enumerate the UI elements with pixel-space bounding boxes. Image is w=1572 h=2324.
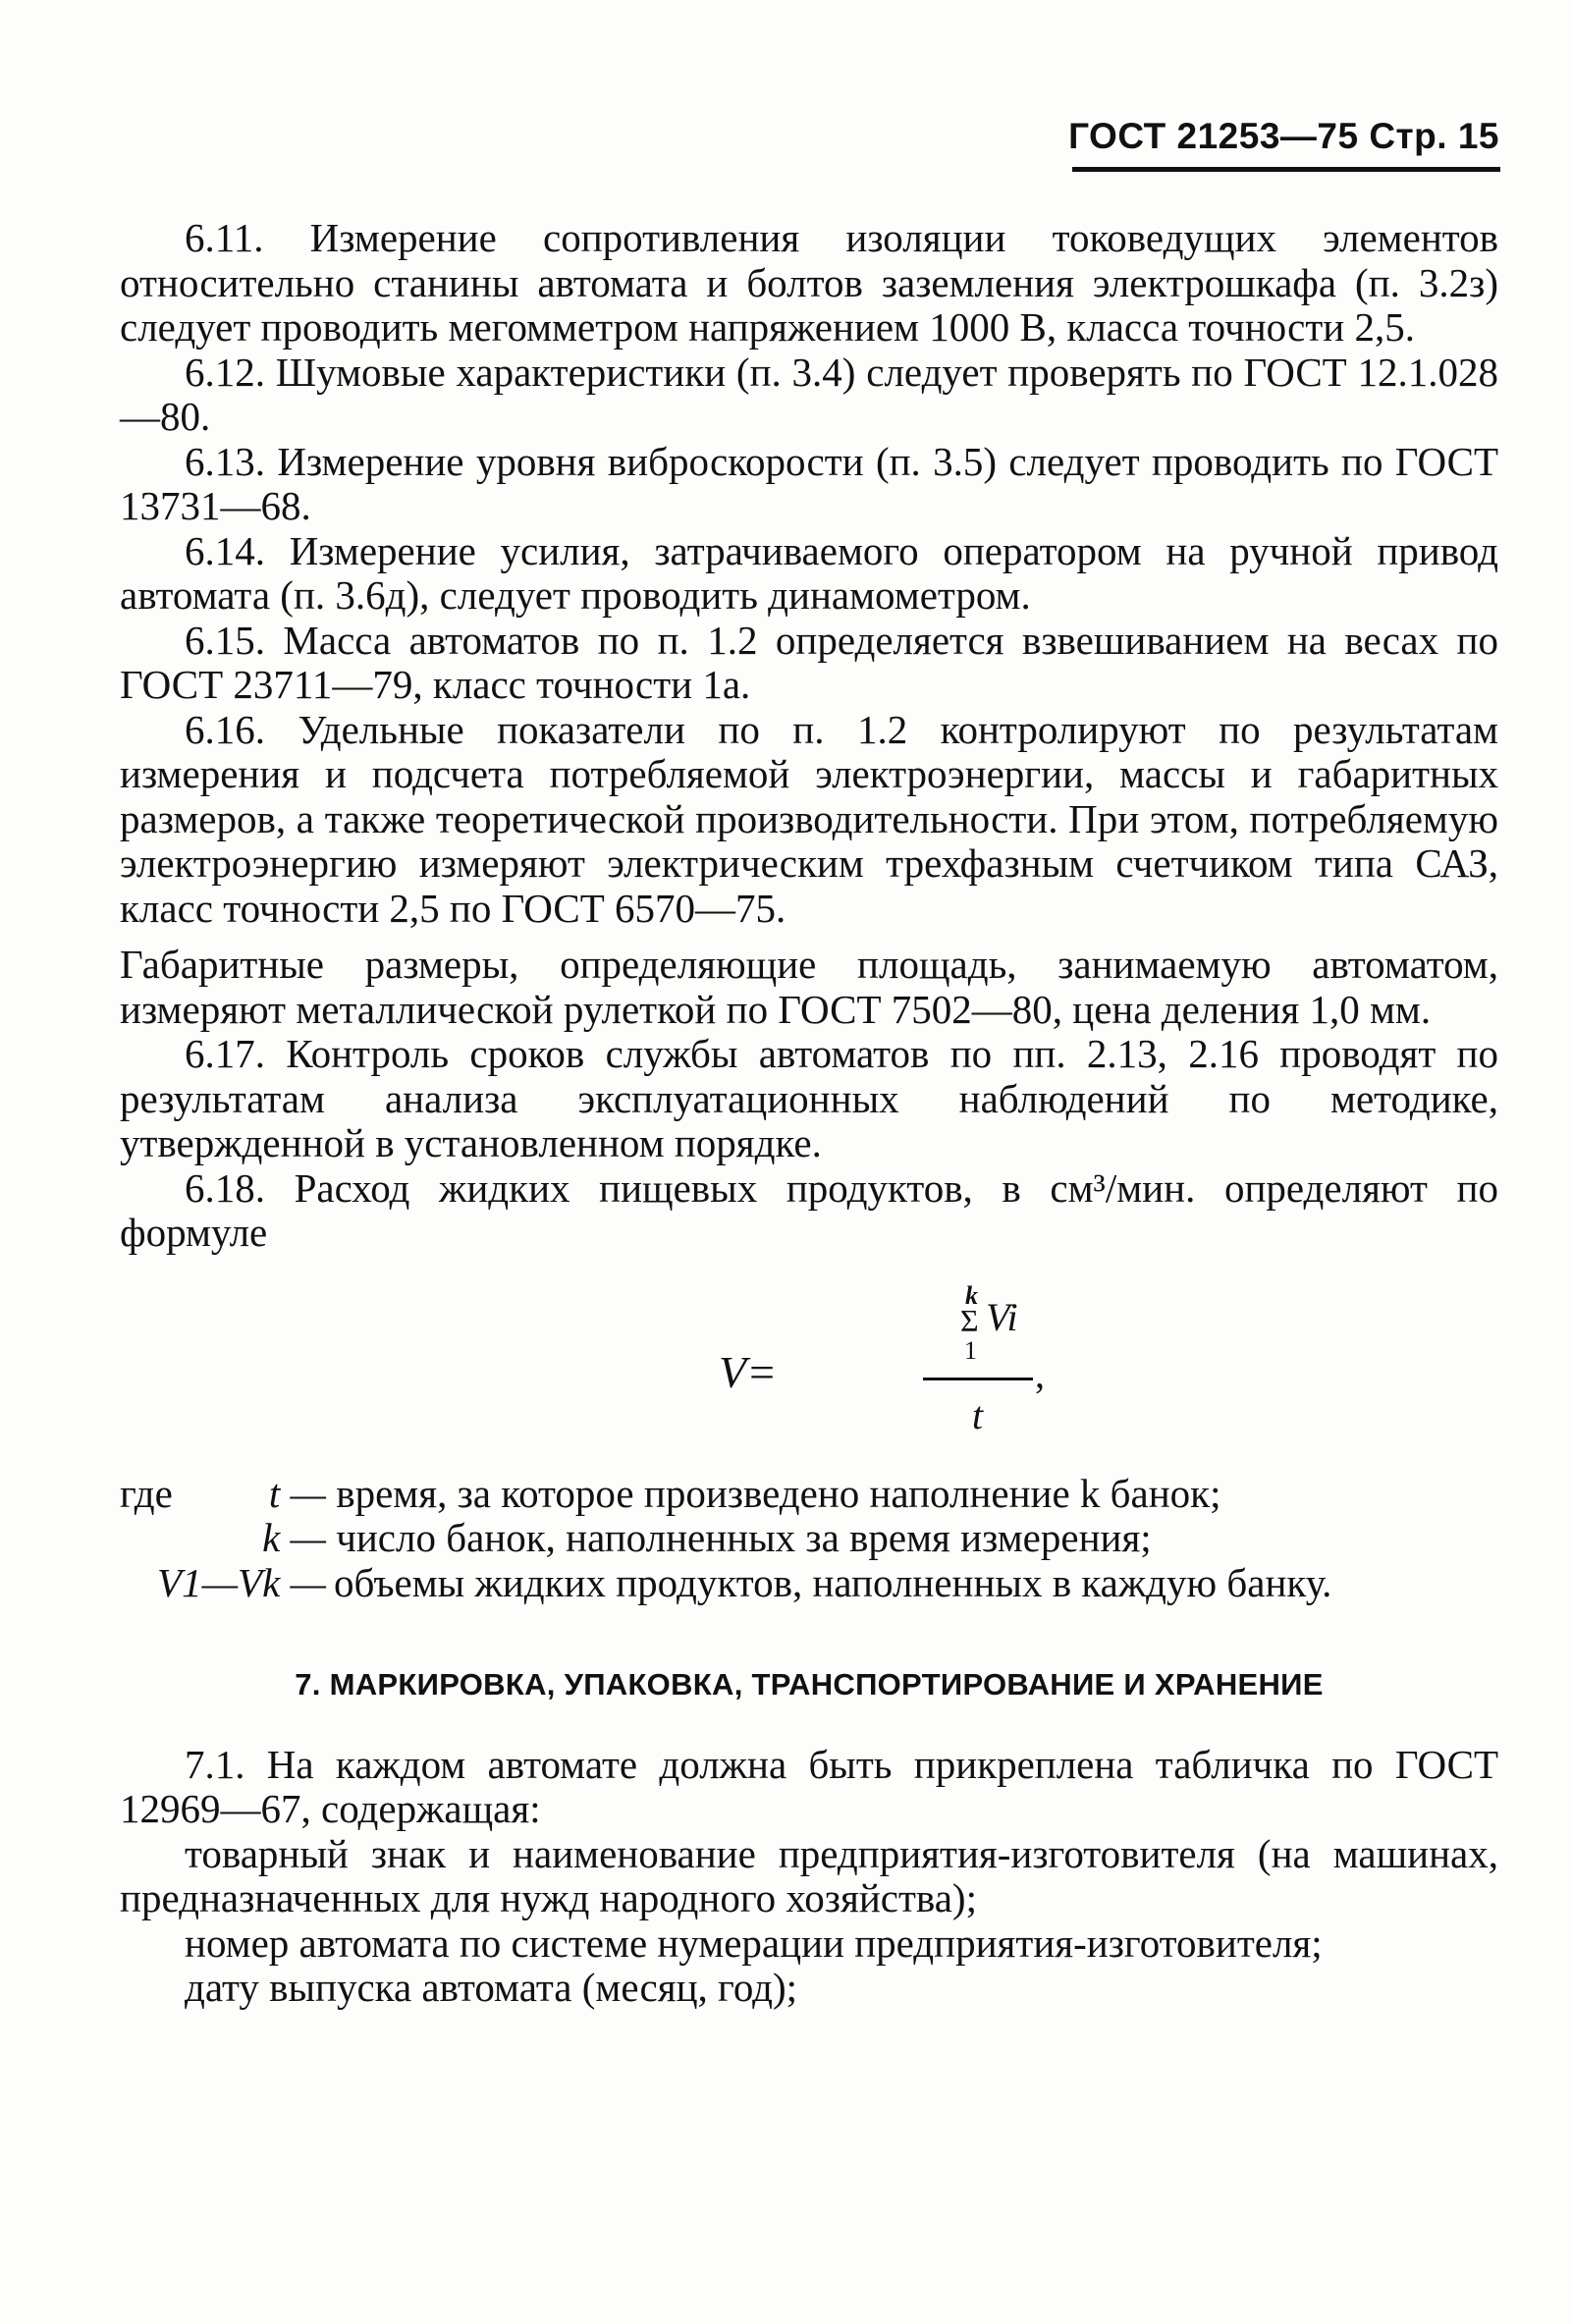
paragraph-6-18: 6.18. Расход жидких пищевых продуктов, в см³/мин. определяют по формуле xyxy=(120,1164,1498,1255)
header-rule xyxy=(1072,167,1500,172)
paragraph-6-14: 6.14. Измерение усилия, затрачиваемого оператором на ручной привод автомата (п. 3.6д), следует проводить динамометром. xyxy=(120,527,1498,618)
document-body xyxy=(120,216,1498,2011)
definition-term: V1—Vk — xyxy=(157,1559,326,1605)
paragraph-7-1-item: номер автомата по системе нумерации предприятия-изготовителя; xyxy=(185,1919,1323,1966)
formula-sum-lower: 1 xyxy=(964,1335,977,1365)
formula-summand: Vi xyxy=(986,1294,1018,1339)
definition-term: t — xyxy=(268,1470,326,1516)
definitions-lead: где xyxy=(120,1470,173,1516)
paragraph-7-1-item: товарный знак и наименование предприятия-изготовителя (на машинах, предназначенных для нужд народного хозяйства); xyxy=(120,1830,1498,1920)
formula-block xyxy=(120,1256,1498,1472)
paragraph-7-1-item: дату выпуска автомата (месяц, год); xyxy=(185,1965,798,2010)
paragraph-gabarit: Габаритные размеры, определяющие площадь, занимаемую автоматом, измеряют металлической рулеткой по ГОСТ 7502—80, цена деления 1,0 мм. xyxy=(120,942,1498,1032)
paragraph-6-11: 6.11. Измерение сопротивления изоляции токоведущих элементов относительно станины автомата и болтов заземления электрошкафа (п. 3.2з) следует проводить мегомметром напряжением 1000 В, класса точности 2,5. xyxy=(120,215,1498,350)
formula-trailing: , xyxy=(1035,1351,1045,1396)
paragraph-6-12: 6.12. Шумовые характеристики (п. 3.4) следует проверять по ГОСТ 12.1.028—80. xyxy=(120,349,1498,439)
definition-row xyxy=(120,1516,1498,1561)
formula-fraction-bar xyxy=(923,1378,1033,1380)
definition-term: k — xyxy=(262,1515,326,1560)
formula-denominator: t xyxy=(972,1392,984,1437)
paragraph-7-1: 7.1. На каждом автомате должна быть прикреплена табличка по ГОСТ 12969—67, содержащая: xyxy=(120,1741,1498,1831)
definition-text: объемы жидких продуктов, наполненных в каждую банку. xyxy=(334,1559,1332,1605)
paragraph-6-16: 6.16. Удельные показатели по п. 1.2 контролируют по результатам измерения и подсчета потребляемой электроэнергии, массы и габаритных размеров, а также теоретической производительности. При этом, потребляемую электроэнергию измеряют электрическим трехфазным счетчиком типа САЗ, класс точности 2,5 по ГОСТ 6570—75. xyxy=(120,706,1498,931)
paragraph-6-17: 6.17. Контроль сроков службы автоматов по пп. 2.13, 2.16 проводят по результатам анализа эксплуатационных наблюдений по методике, утвержденной в установленном порядке. xyxy=(120,1031,1498,1165)
definition-text: время, за которое произведено наполнение k банок; xyxy=(336,1470,1221,1516)
section-7-title: 7. МАРКИРОВКА, УПАКОВКА, ТРАНСПОРТИРОВАНИЕ И ХРАНЕНИЕ xyxy=(295,1667,1324,1702)
formula-sum-symbol: Σ xyxy=(960,1302,979,1338)
formula-sum-upper: k xyxy=(965,1280,978,1310)
volume-formula xyxy=(719,1273,1045,1470)
page-header: ГОСТ 21253—75 Стр. 15 xyxy=(1068,116,1499,156)
paragraph-6-15: 6.15. Масса автоматов по п. 1.2 определяется взвешиванием на весах по ГОСТ 23711—79, класс точности 1а. xyxy=(120,617,1498,707)
paragraph-6-13: 6.13. Измерение уровня виброскорости (п. 3.5) следует проводить по ГОСТ 13731—68. xyxy=(120,438,1498,528)
definition-text: число банок, наполненных за время измерения; xyxy=(336,1515,1152,1560)
definition-row xyxy=(120,1472,1498,1517)
definition-row xyxy=(120,1561,1498,1606)
formula-lhs: V= xyxy=(719,1346,778,1397)
